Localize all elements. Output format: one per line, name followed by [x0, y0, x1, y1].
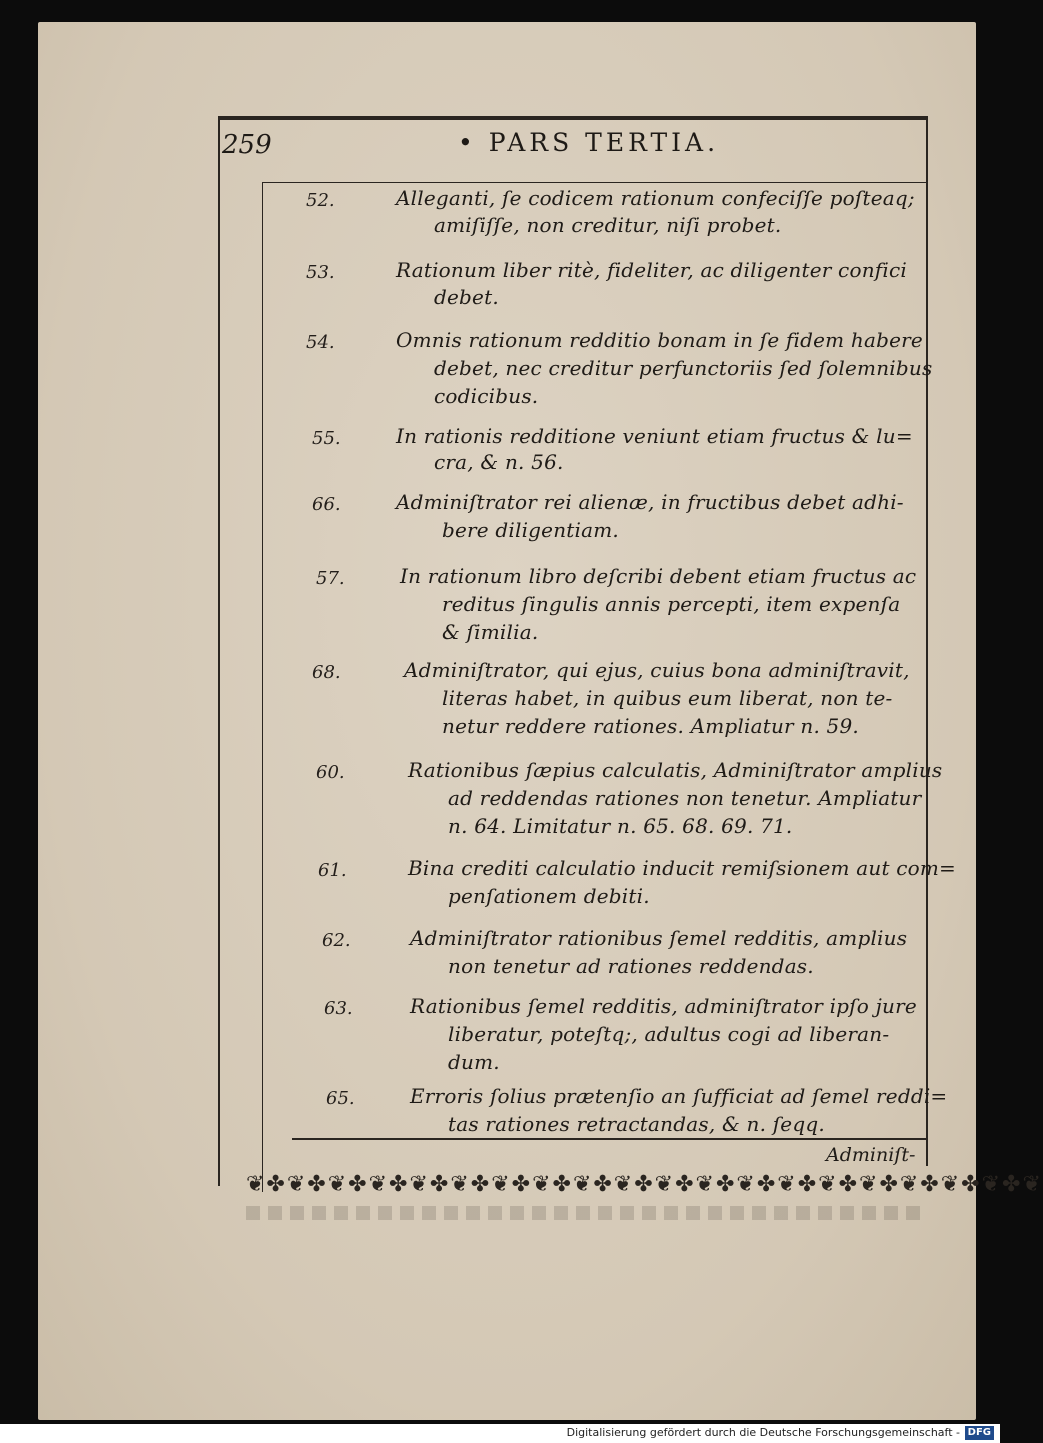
- running-head: • PARS TERTIA.: [458, 128, 720, 157]
- entry-number: 55.: [312, 428, 341, 449]
- entry-line: n. 64. Limitatur n. 65. 68. 69. 71.: [448, 814, 793, 838]
- footer-bar: [0, 1424, 1000, 1443]
- entry-number: 61.: [318, 860, 347, 881]
- footer-credit: Digitalisierung gefördert durch die Deutsche Forschungsgemeinschaft -: [566, 1426, 960, 1439]
- entry-line: netur reddere rationes. Ampliatur n. 59.: [442, 714, 859, 738]
- entry-line: Omnis rationum redditio bonam in ſe fidem habere: [396, 328, 923, 352]
- entry-line: ad reddendas rationes non tenetur. Ampliatur: [448, 786, 922, 810]
- entry-line: bere diligentiam.: [442, 518, 619, 542]
- inner-left-rule: [262, 182, 263, 1192]
- show-through-shadow: [246, 1206, 928, 1220]
- frame-left-rule: [218, 120, 220, 1186]
- entry-number: 62.: [322, 930, 351, 951]
- catchword: Adminiſt-: [826, 1144, 916, 1166]
- bottom-rule: [292, 1138, 926, 1140]
- entry-number: 68.: [312, 662, 341, 683]
- entry-line: liberatur, poteſtq;, adultus cogi ad liberan-: [448, 1022, 890, 1046]
- page-number: 259: [222, 130, 272, 160]
- entry-line: Alleganti, ſe codicem rationum confeciſſe poſteaq;: [396, 186, 915, 210]
- entry-line: reditus ſingulis annis percepti, item expenſa: [442, 592, 901, 616]
- entry-line: Adminiſtrator, qui ejus, cuius bona adminiſtravit,: [404, 658, 910, 682]
- entry-line: cra, & n. 56.: [434, 450, 564, 474]
- dfg-logo: DFG: [965, 1426, 994, 1440]
- entry-line: & ſimilia.: [442, 620, 539, 644]
- entry-number: 66.: [312, 494, 341, 515]
- entry-line: In rationis redditione veniunt etiam fructus & lu=: [396, 424, 913, 448]
- entry-number: 53.: [306, 262, 335, 283]
- entry-line: codicibus.: [434, 384, 539, 408]
- entry-line: penſationem debiti.: [448, 884, 650, 908]
- entry-number: 63.: [324, 998, 353, 1019]
- entry-line: literas habet, in quibus eum liberat, non te-: [442, 686, 893, 710]
- entry-line: Adminiſtrator rationibus ſemel redditis, amplius: [410, 926, 908, 950]
- entry-line: debet, nec creditur perfunctoriis ſed ſolemnibus: [434, 356, 933, 380]
- entry-number: 57.: [316, 568, 345, 589]
- entry-line: In rationum libro deſcribi debent etiam fructus ac: [400, 564, 917, 588]
- entry-line: debet.: [434, 285, 499, 309]
- entry-number: 54.: [306, 332, 335, 353]
- entry-line: Rationum liber ritè, fideliter, ac diligenter confici: [396, 258, 907, 282]
- entry-line: Bina crediti calculatio inducit remiſsionem aut com=: [408, 856, 957, 880]
- entry-line: Erroris ſolius prætenſio an ſufficiat ad ſemel reddi=: [410, 1084, 948, 1108]
- entry-number: 60.: [316, 762, 345, 783]
- entry-line: dum.: [448, 1050, 500, 1074]
- frame-right-rule: [926, 120, 928, 1166]
- entry-line: Rationibus ſemel redditis, adminiſtrator ipſo jure: [410, 994, 917, 1018]
- header-rule: [262, 182, 926, 183]
- top-rule: [218, 116, 928, 120]
- entry-number: 52.: [306, 190, 335, 211]
- entry-number: 65.: [326, 1088, 355, 1109]
- entry-line: amiſiſſe, non creditur, niſi probet.: [434, 213, 782, 237]
- entry-line: Rationibus ſæpius calculatis, Adminiſtrator amplius: [408, 758, 943, 782]
- ornamental-border: ❦✤❦✤❦✤❦✤❦✤❦✤❦✤❦✤❦✤❦✤❦✤❦✤❦✤❦✤❦✤❦✤❦✤❦✤❦✤❦: [246, 1172, 1043, 1197]
- entry-line: tas rationes retractandas, & n. ſeqq.: [448, 1112, 825, 1136]
- entry-line: Adminiſtrator rei alienæ, in fructibus debet adhi-: [396, 490, 904, 514]
- entry-line: non tenetur ad rationes reddendas.: [448, 954, 814, 978]
